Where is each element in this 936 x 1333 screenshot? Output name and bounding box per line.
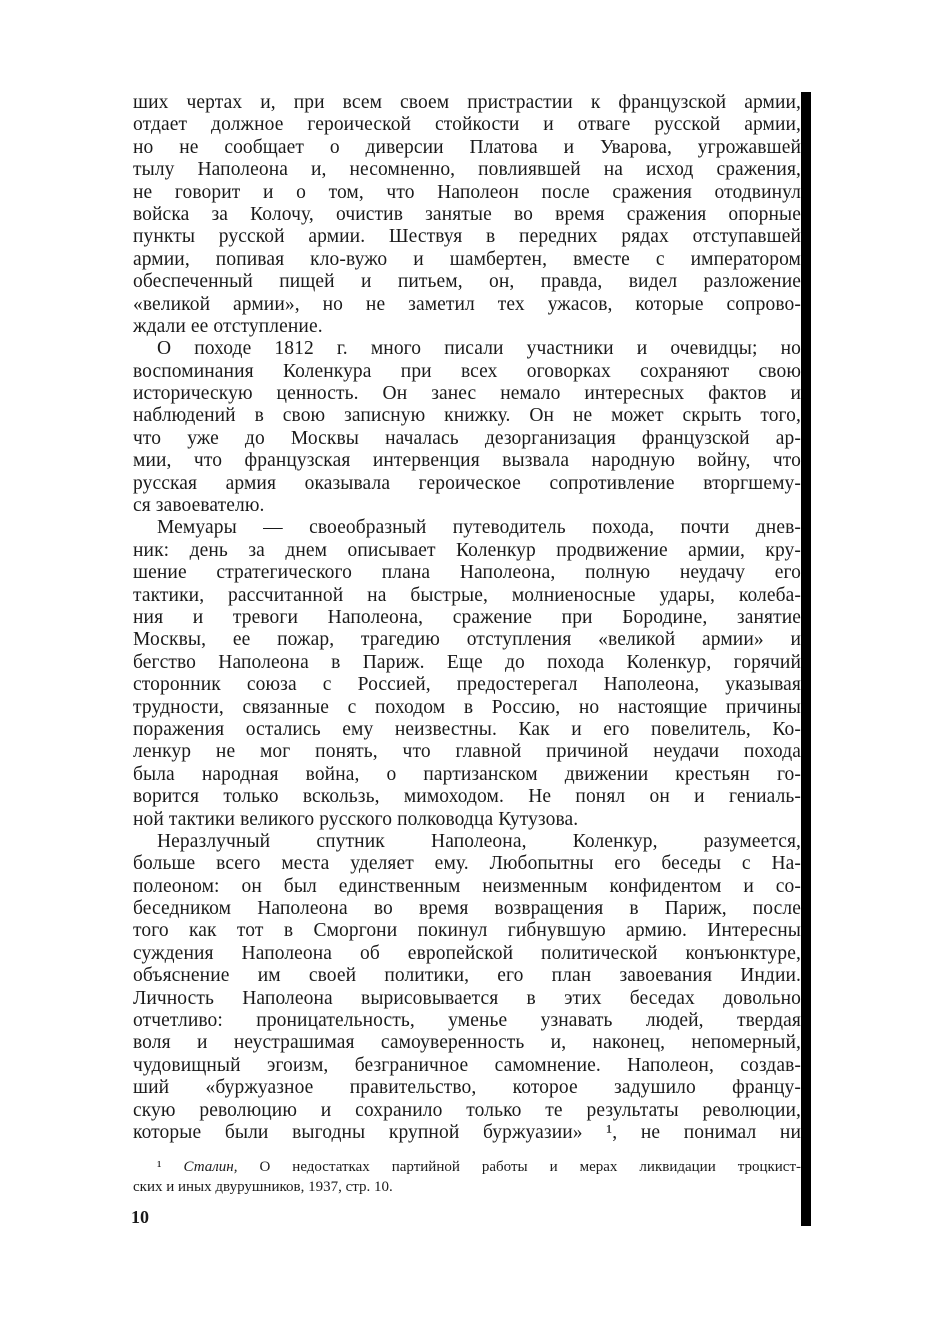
text-line: Личность Наполеона вырисовывается в этих беседах довольно xyxy=(133,987,801,1009)
footnote xyxy=(133,1157,801,1197)
text-line: ной тактики великого русского полководца Кутузова. xyxy=(133,808,579,830)
footnote-marker: ¹ xyxy=(157,1159,162,1175)
text-line: армии, попивая кло-вужо и шамбертен, вместе с императором xyxy=(133,248,801,270)
text-line: историческую ценность. Он занес немало интересных фактов и xyxy=(133,383,801,405)
text-line: объяснение им своей политики, его план завоевания Индии. xyxy=(133,965,801,987)
text-line: но не сообщает о диверсии Платова и Уварова, угрожавшей xyxy=(133,136,801,158)
text-line: больше всего места уделяет ему. Любопытны его беседы с На- xyxy=(133,853,801,875)
text-line: ленкур не мог понять, что главной причиной неудачи похода xyxy=(133,741,801,763)
text-line: ник: день за днем описывает Коленкур продвижение армии, кру- xyxy=(133,539,801,561)
text-line: не говорит и о том, что Наполеон после сражения отодвинул xyxy=(133,181,801,203)
text-line: тылу Наполеона и, несомненно, повлиявшей на исход сражения, xyxy=(133,159,801,181)
text-line: ния и тревоги Наполеона, сражение при Бородине, занятие xyxy=(133,606,801,628)
text-line: русская армия оказывала героическое сопротивление вторгшему- xyxy=(133,472,801,494)
text-line: отдает должное героической стойкости и отваге русской армии, xyxy=(133,114,801,136)
text-line: О походе 1812 г. много писали участники и очевидцы; но xyxy=(157,338,801,360)
text-line: была народная война, о партизанском движении крестьян го- xyxy=(133,763,801,785)
text-line: что уже до Москвы началась дезорганизация французской ар- xyxy=(133,427,801,449)
text-line: бегство Наполеона в Париж. Еще до похода Коленкур, горячий xyxy=(133,651,801,673)
text-line: сторонник союза с Россией, предостерегал Наполеона, указывая xyxy=(133,674,801,696)
text-line: которые были выгодны крупной буржуазии» ¹, не понимал ни xyxy=(133,1121,801,1143)
text-line: ший «буржуазное правительство, которое задушило францу- xyxy=(133,1077,801,1099)
body-text xyxy=(133,92,801,1144)
text-line: воспоминания Коленкура при всех оговорках сохраняют свою xyxy=(133,360,801,382)
text-line: Москвы, ее пожар, трагедию отступления «великой армии» и xyxy=(133,629,801,651)
text-line: «великой армии», но не заметил тех ужасов, которые сопрово- xyxy=(133,293,801,315)
text-line: пункты русской армии. Шествуя в передних рядах отступавшей xyxy=(133,226,801,248)
text-line: воля и неустрашимая самоуверенность и, наконец, непомерный, xyxy=(133,1032,801,1054)
text-line: Неразлучный спутник Наполеона, Коленкур, разумеется, xyxy=(157,830,801,852)
text-line: того как тот в Сморгони покинул гибнувшую армию. Интересны xyxy=(133,920,801,942)
text-line: суждения Наполеона об европейской политической конъюнктуре, xyxy=(133,942,801,964)
text-line: беседником Наполеона во время возвращения в Париж, после xyxy=(133,898,801,920)
footnote-author: Сталин, xyxy=(183,1159,238,1175)
text-line: обеспеченный пищей и питьем, он, правда, видел разложение xyxy=(133,271,801,293)
text-line: поражения остались ему неизвестны. Как и его повелитель, Ко- xyxy=(133,718,801,740)
footnote-line-1 xyxy=(133,1157,801,1177)
footnote-title: О недостатках партийной работы и мерах ликвидации троцкист- xyxy=(259,1159,802,1175)
footnote-line-2: ских и иных двурушников, 1937, стр. 10. xyxy=(133,1179,393,1195)
page-number: 10 xyxy=(131,1207,149,1227)
text-line: наблюдений в свою записную книжку. Он не может скрыть того, xyxy=(133,405,801,427)
text-line: ждали ее отступление. xyxy=(133,315,323,337)
text-line: чудовищный эгоизм, безграничное самомнение. Наполеон, создав- xyxy=(133,1054,801,1076)
text-line: скую революцию и сохранило только те результаты революции, xyxy=(133,1099,801,1121)
text-line: Мемуары — своеобразный путеводитель похода, почти днев- xyxy=(157,517,801,539)
text-line: ся завоевателю. xyxy=(133,495,265,517)
text-line: трудности, связанные с походом в Россию, но настоящие причины xyxy=(133,696,801,718)
text-line: войска за Колочу, очистив занятые во время сражения опорные xyxy=(133,203,801,225)
text-line: ворится только вскользь, мимоходом. Не понял он и гениаль- xyxy=(133,786,801,808)
text-line: ших чертах и, при всем своем пристрастии к французской армии, xyxy=(133,92,801,113)
text-line: тактики, рассчитанной на быстрые, молниеносные удары, колеба- xyxy=(133,584,801,606)
text-line: шение стратегического плана Наполеона, полную неудачу его xyxy=(133,562,801,584)
text-line: отчетливо: проницательность, уменье узнавать людей, твердая xyxy=(133,1010,801,1032)
margin-bar xyxy=(801,92,811,1226)
text-line: полеоном: он был единственным неизменным конфидентом и со- xyxy=(133,875,801,897)
text-line: мии, что французская интервенция вызвала народную войну, что xyxy=(133,450,801,472)
